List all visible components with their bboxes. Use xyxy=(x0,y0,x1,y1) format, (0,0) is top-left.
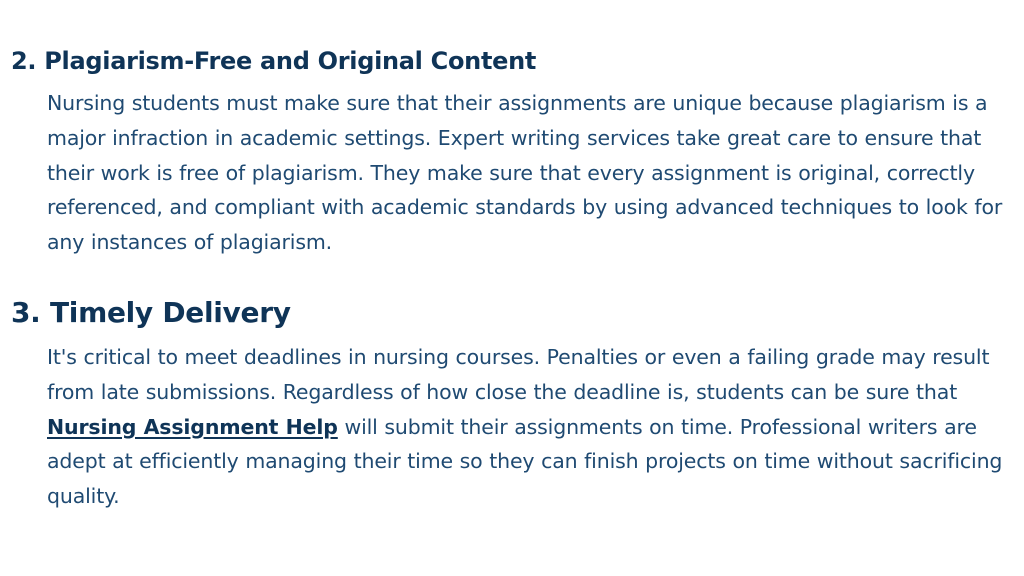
paragraph-text-after-link: will submit their assignments on time. Professional writers are adept at efficiently managing their time so they can finish projects on time without sacrificing quality. xyxy=(47,414,1003,509)
section-heading: 3. Timely Delivery xyxy=(11,296,291,329)
paragraph-text-before-link: It's critical to meet deadlines in nursing courses. Penalties or even a failing grade may result from late submissions. Regardless of how close the deadline is, students can be sure that xyxy=(47,345,990,404)
section-plagiarism-free xyxy=(11,44,1014,260)
section-heading: 2. Plagiarism-Free and Original Content xyxy=(11,47,537,75)
section-paragraph xyxy=(47,340,1014,514)
section-timely-delivery xyxy=(11,294,1014,514)
section-paragraph: Nursing students must make sure that their assignments are unique because plagiarism is a major infraction in academic settings. Expert writing services take great care to ensure that their work is free of plagiarism. They make sure that every assignment is original, correctly referenced, and compliant with academic standards by using advanced techniques to look for any instances of plagiarism. xyxy=(47,91,1003,255)
nursing-assignment-help-link[interactable]: Nursing Assignment Help xyxy=(47,414,338,439)
